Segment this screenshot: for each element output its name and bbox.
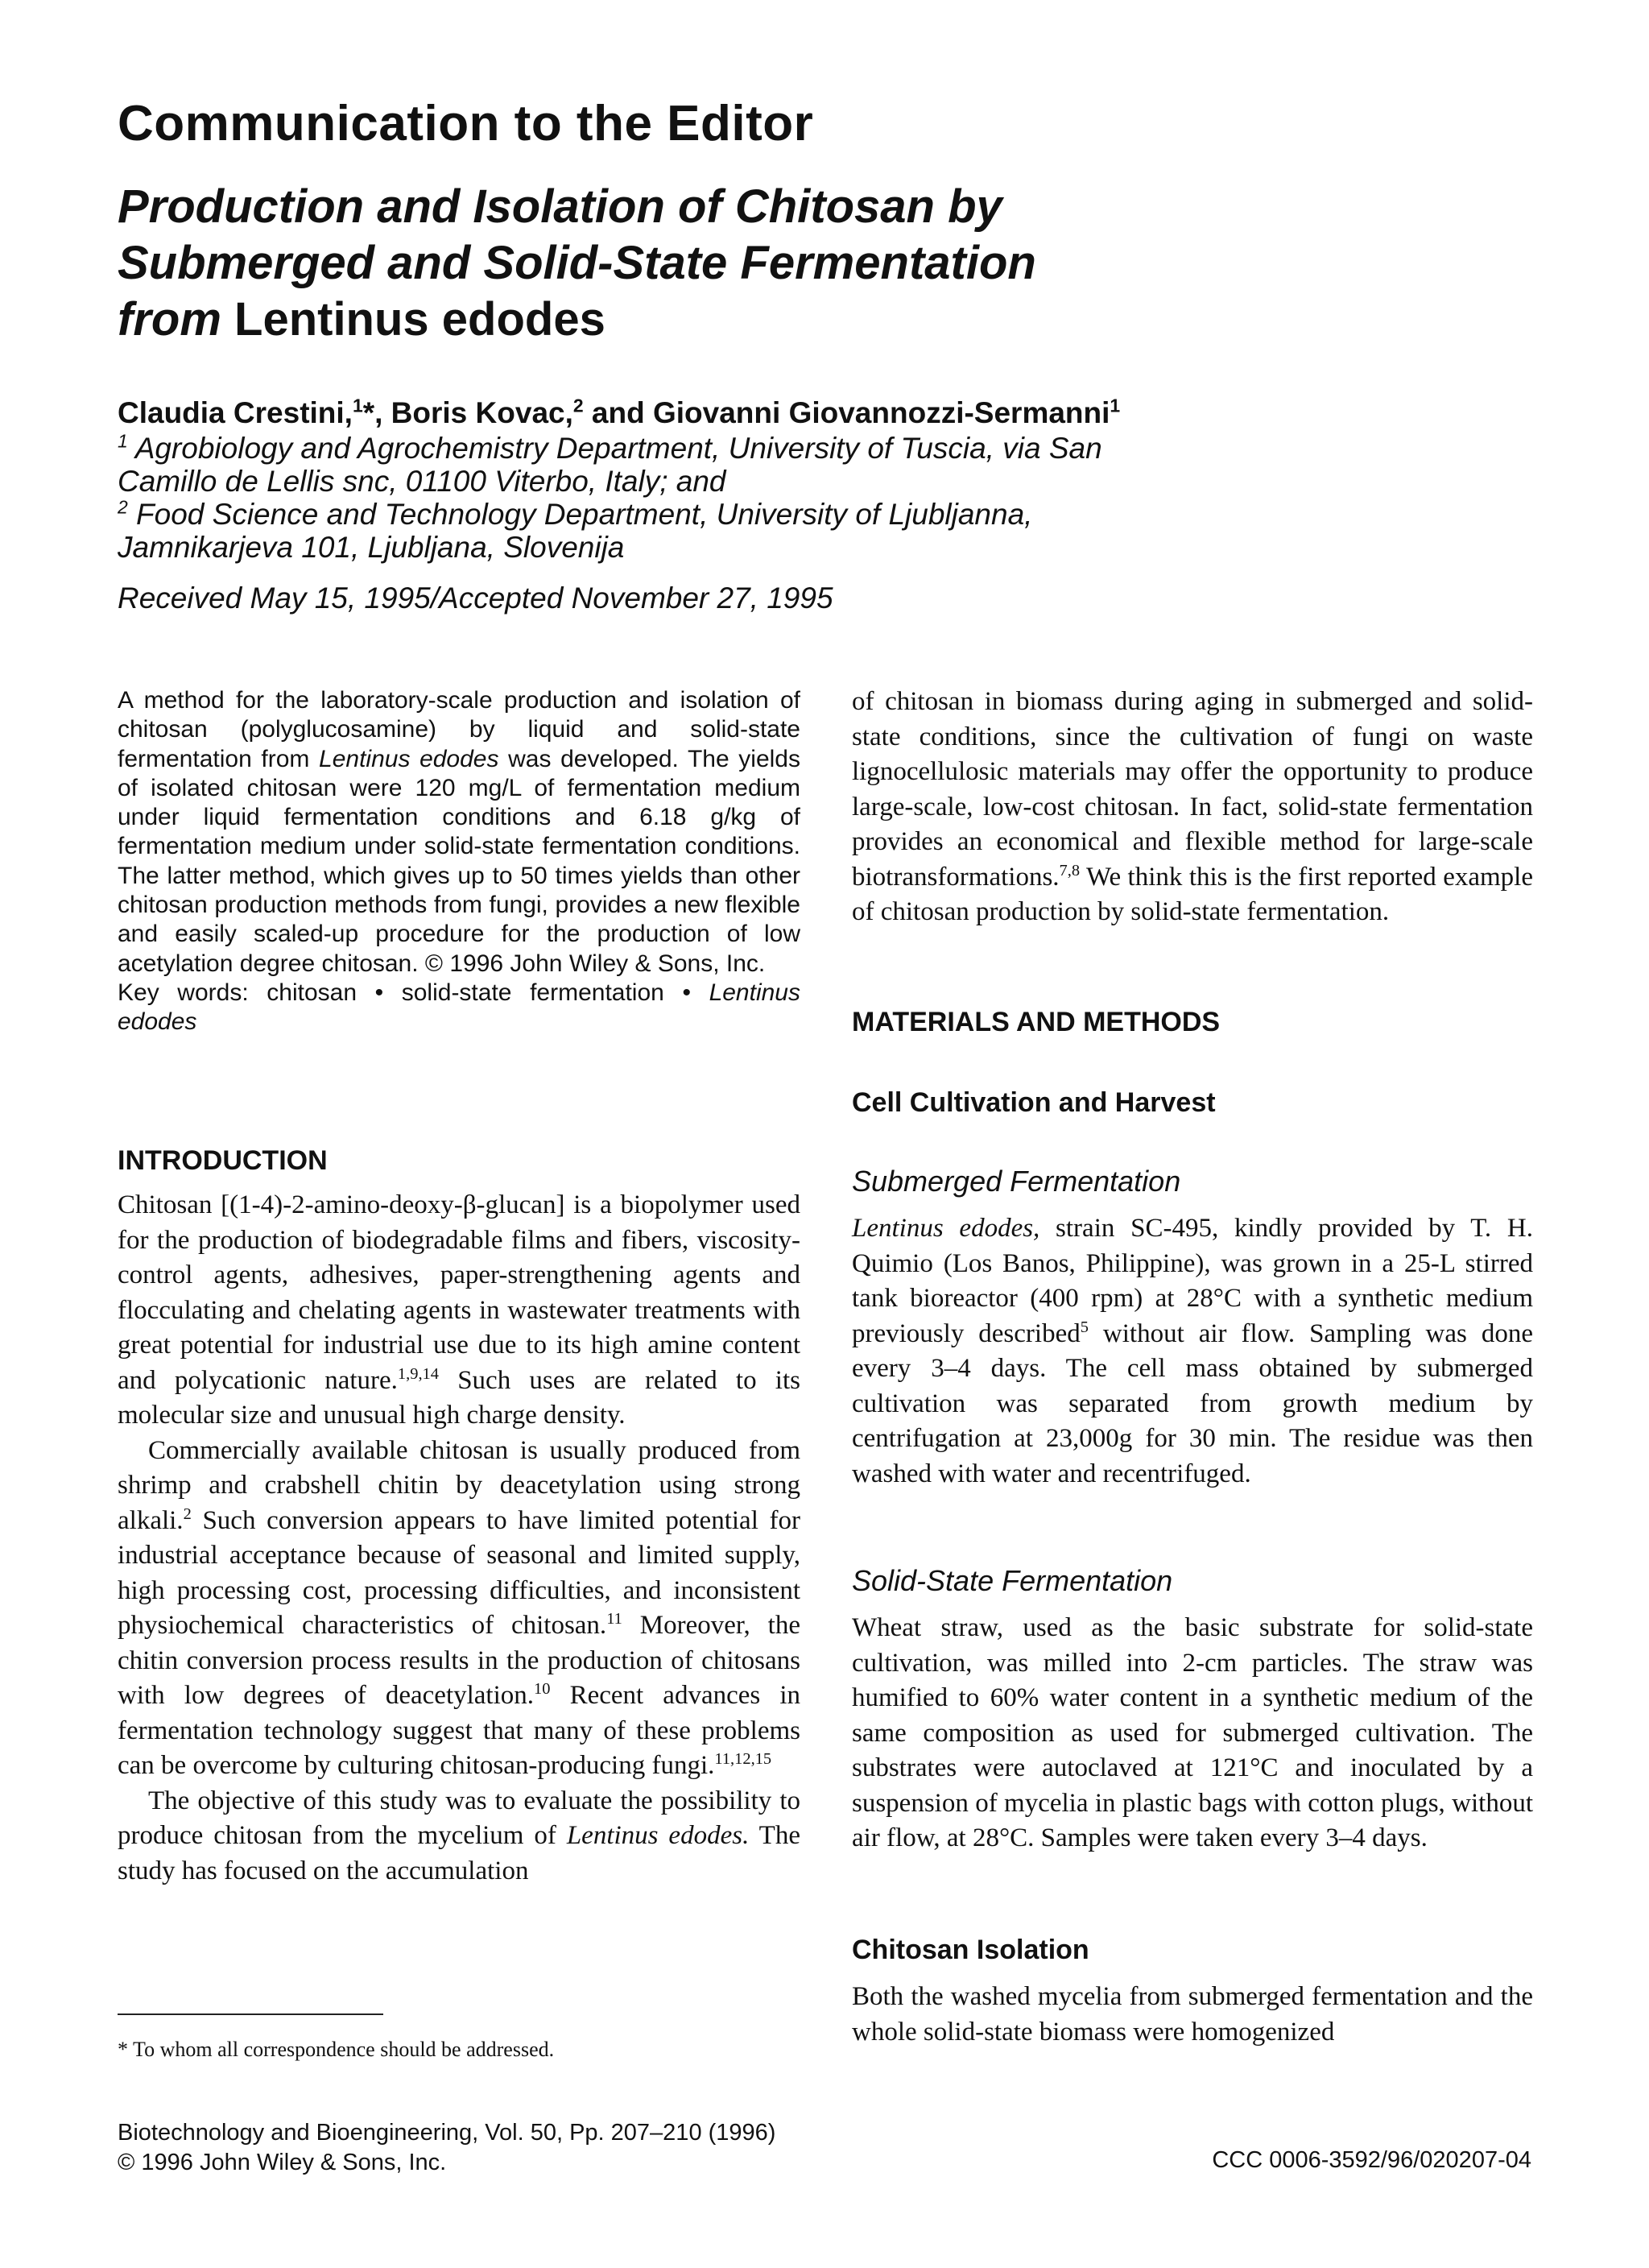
section-label: Communication to the Editor bbox=[118, 96, 814, 151]
author-3-affil: 1 bbox=[1110, 395, 1121, 416]
keywords-label: Key words: bbox=[118, 979, 249, 1006]
citation: 11,12,15 bbox=[714, 1750, 772, 1768]
solid-state-fermentation-body bbox=[852, 1611, 1533, 1856]
author-list bbox=[118, 396, 1164, 430]
submerged-text-b: without air flow. Sampling was done every 3–4 days. The cell mass obtained by submerged cultivation was separated from growth medium by centrifugation at 23,000g for 30 min. The residue was then washed with water and recentrifuged. bbox=[852, 1318, 1533, 1488]
affiliations bbox=[118, 432, 1164, 564]
article-title bbox=[118, 179, 1325, 348]
intro-p3-text-a: The objective of this study was to evaluate the possibility to produce chitosan from the mycelium of bbox=[118, 1786, 800, 1850]
abstract-text-b: was developed. The yields of isolated chitosan were 120 mg/L of fermentation medium under liquid fermentation conditions and 6.18 g/kg of fermentation medium under solid-state fermentation conditions. The latter method, which gives up to 50 times yields than other chitosan production methods from fungi, provides a new flexible and easily scaled-up procedure for the production of low acetylation degree chitosan. © 1996 John Wiley & Sons, Inc. bbox=[118, 745, 800, 977]
citation: 10 bbox=[534, 1680, 551, 1698]
affiliation-1 bbox=[118, 432, 1164, 498]
right-column-intro-continuation bbox=[852, 685, 1533, 930]
citation: 1,9,14 bbox=[397, 1364, 439, 1383]
abstract-text-a: A method for the laboratory-scale production and isolation of chitosan (polyglucosamine) by liquid and solid-state fermentation from bbox=[118, 687, 800, 772]
journal-citation bbox=[118, 2118, 775, 2178]
cell-cultivation-heading: Cell Cultivation and Harvest bbox=[852, 1087, 1216, 1118]
intro-paragraph-1 bbox=[118, 1188, 800, 1434]
affiliation-1-number: 1 bbox=[118, 430, 128, 452]
intro-p3-text-b: The study has focused on the accumulation bbox=[118, 1821, 800, 1885]
abstract-species: Lentinus edodes bbox=[319, 745, 499, 772]
intro-continuation-paragraph bbox=[852, 685, 1533, 930]
submerged-text-a: strain SC-495, kindly provided by T. H. Quimio (Los Banos, Philippine), was grown in a 25-L stirred tank bioreactor (400 rpm) at 28°C with a synthetic medium previously described bbox=[852, 1214, 1533, 1348]
solid-state-fermentation-heading: Solid-State Fermentation bbox=[852, 1564, 1173, 1597]
affiliation-2-number: 2 bbox=[118, 496, 128, 518]
submerged-paragraph bbox=[852, 1211, 1533, 1492]
intro-p2-text-d: Recent advances in fermentation technology suggest that many of these problems can be overcome by culturing chitosan-producing fungi. bbox=[118, 1681, 801, 1780]
citation: 11 bbox=[606, 1610, 622, 1628]
intro-cont-text-b: We think this is the first reported example of chitosan production by solid-state fermentation. bbox=[852, 862, 1533, 926]
title-line-1: Production and Isolation of Chitosan by bbox=[118, 180, 1002, 233]
citation: 7,8 bbox=[1059, 861, 1081, 879]
copyright-line: © 1996 John Wiley & Sons, Inc. bbox=[118, 2150, 447, 2175]
introduction-heading: INTRODUCTION bbox=[118, 1145, 328, 1176]
received-accepted-dates: Received May 15, 1995/Accepted November 27, 1995 bbox=[118, 581, 833, 615]
abstract bbox=[118, 686, 800, 1037]
citation: 5 bbox=[1080, 1318, 1089, 1336]
keywords-list: chitosan • solid-state fermentation • bbox=[248, 979, 709, 1006]
intro-cont-text-a: of chitosan in biomass during aging in submerged and solid-state conditions, since the cultivation of fungi on waste lignocellulosic materials may offer the opportunity to produce large-scale, low-cost chitosan. In fact, solid-state fermentation provides an economical and flexible method for large-scale biotransformations. bbox=[852, 687, 1533, 892]
title-line-2: Submerged and Solid-State Fermentation bbox=[118, 237, 1036, 289]
citation: 2 bbox=[183, 1504, 192, 1523]
intro-p3-species: Lentinus edodes. bbox=[566, 1821, 750, 1850]
introduction-body bbox=[118, 1188, 800, 1889]
author-1-affil: 1 bbox=[352, 395, 363, 416]
author-2-affil: 2 bbox=[572, 395, 584, 416]
intro-p2-text-c: Moreover, the chitin conversion process results in the production of chitosans with low degrees of deacetylation. bbox=[118, 1611, 800, 1710]
author-1-corresponding-mark: *, bbox=[362, 396, 383, 429]
submerged-fermentation-heading: Submerged Fermentation bbox=[852, 1165, 1181, 1198]
chitosan-isolation-heading: Chitosan Isolation bbox=[852, 1935, 1089, 1965]
title-line-3-italic: from bbox=[118, 293, 221, 346]
footnote-divider bbox=[118, 2013, 383, 2015]
materials-methods-heading: MATERIALS AND METHODS bbox=[852, 1007, 1221, 1037]
chitosan-isolation-paragraph: Both the washed mycelia from submerged fermentation and the whole solid-state biomass were homogenized bbox=[852, 1982, 1533, 2047]
intro-p2-text-a: Commercially available chitosan is usually produced from shrimp and crabshell chitin by deacetylation using strong alkali. bbox=[118, 1435, 800, 1535]
keywords-species: Lentinus edodes bbox=[118, 979, 800, 1036]
title-line-3 bbox=[118, 292, 1325, 348]
affiliation-2 bbox=[118, 498, 1164, 564]
submerged-fermentation-body bbox=[852, 1211, 1533, 1492]
journal-line: Biotechnology and Bioengineering, Vol. 50, Pp. 207–210 (1996) bbox=[118, 2120, 776, 2146]
ccc-code: CCC 0006-3592/96/020207-04 bbox=[1212, 2147, 1531, 2173]
solid-state-paragraph: Wheat straw, used as the basic substrate for solid-state cultivation, was milled into 2-cm particles. The straw was humified to 60% water content in a synthetic medium of the same composition as used for submerged cultivation. The substrates were autoclaved at 121°C and inoculated by a suspension of mycelia in plastic bags with cotton plugs, without air flow, at 28°C. Samples were taken every 3–4 days. bbox=[852, 1613, 1533, 1852]
author-2: Boris Kovac, bbox=[382, 396, 573, 429]
correspondence-footnote: * To whom all correspondence should be addressed. bbox=[118, 2038, 555, 2061]
affiliation-2-text: Food Science and Technology Department, University of Ljubljanna, Jamnikarjeva 101, Ljubljana, Slovenija bbox=[118, 498, 1033, 564]
abstract-text bbox=[118, 686, 800, 979]
intro-p1-text-a: Chitosan [(1-4)-2-amino-deoxy-β-glucan] is a biopolymer used for the production of biodegradable films and fibers, viscosity-control agents, adhesives, paper-strengthening agents and flocculating and chelating agents in wastewater treatments with great potential for industrial use due to its high amine content and polycationic nature. bbox=[118, 1190, 800, 1395]
submerged-species: Lentinus edodes, bbox=[852, 1214, 1040, 1243]
author-3: and Giovanni Giovannozzi-Sermanni bbox=[583, 396, 1110, 429]
intro-p2-text-b: Such conversion appears to have limited potential for industrial acceptance because of seasonal and limited supply, high processing cost, processing difficulties, and inconsistent physiochemical characteristics of chitosan. bbox=[118, 1505, 800, 1640]
intro-paragraph-2 bbox=[118, 1434, 800, 1784]
affiliation-1-text: Agrobiology and Agrochemistry Department, University of Tuscia, via San Camillo de Lellis snc, 01100 Viterbo, Italy; and bbox=[118, 432, 1102, 498]
chitosan-isolation-body bbox=[852, 1980, 1533, 2050]
intro-p1-text-b: Such uses are related to its molecular size and unusual high charge density. bbox=[118, 1365, 800, 1430]
intro-paragraph-3 bbox=[118, 1784, 800, 1889]
author-1: Claudia Crestini, bbox=[118, 396, 353, 429]
title-line-3-rest: Lentinus edodes bbox=[234, 293, 605, 346]
keywords bbox=[118, 979, 800, 1037]
